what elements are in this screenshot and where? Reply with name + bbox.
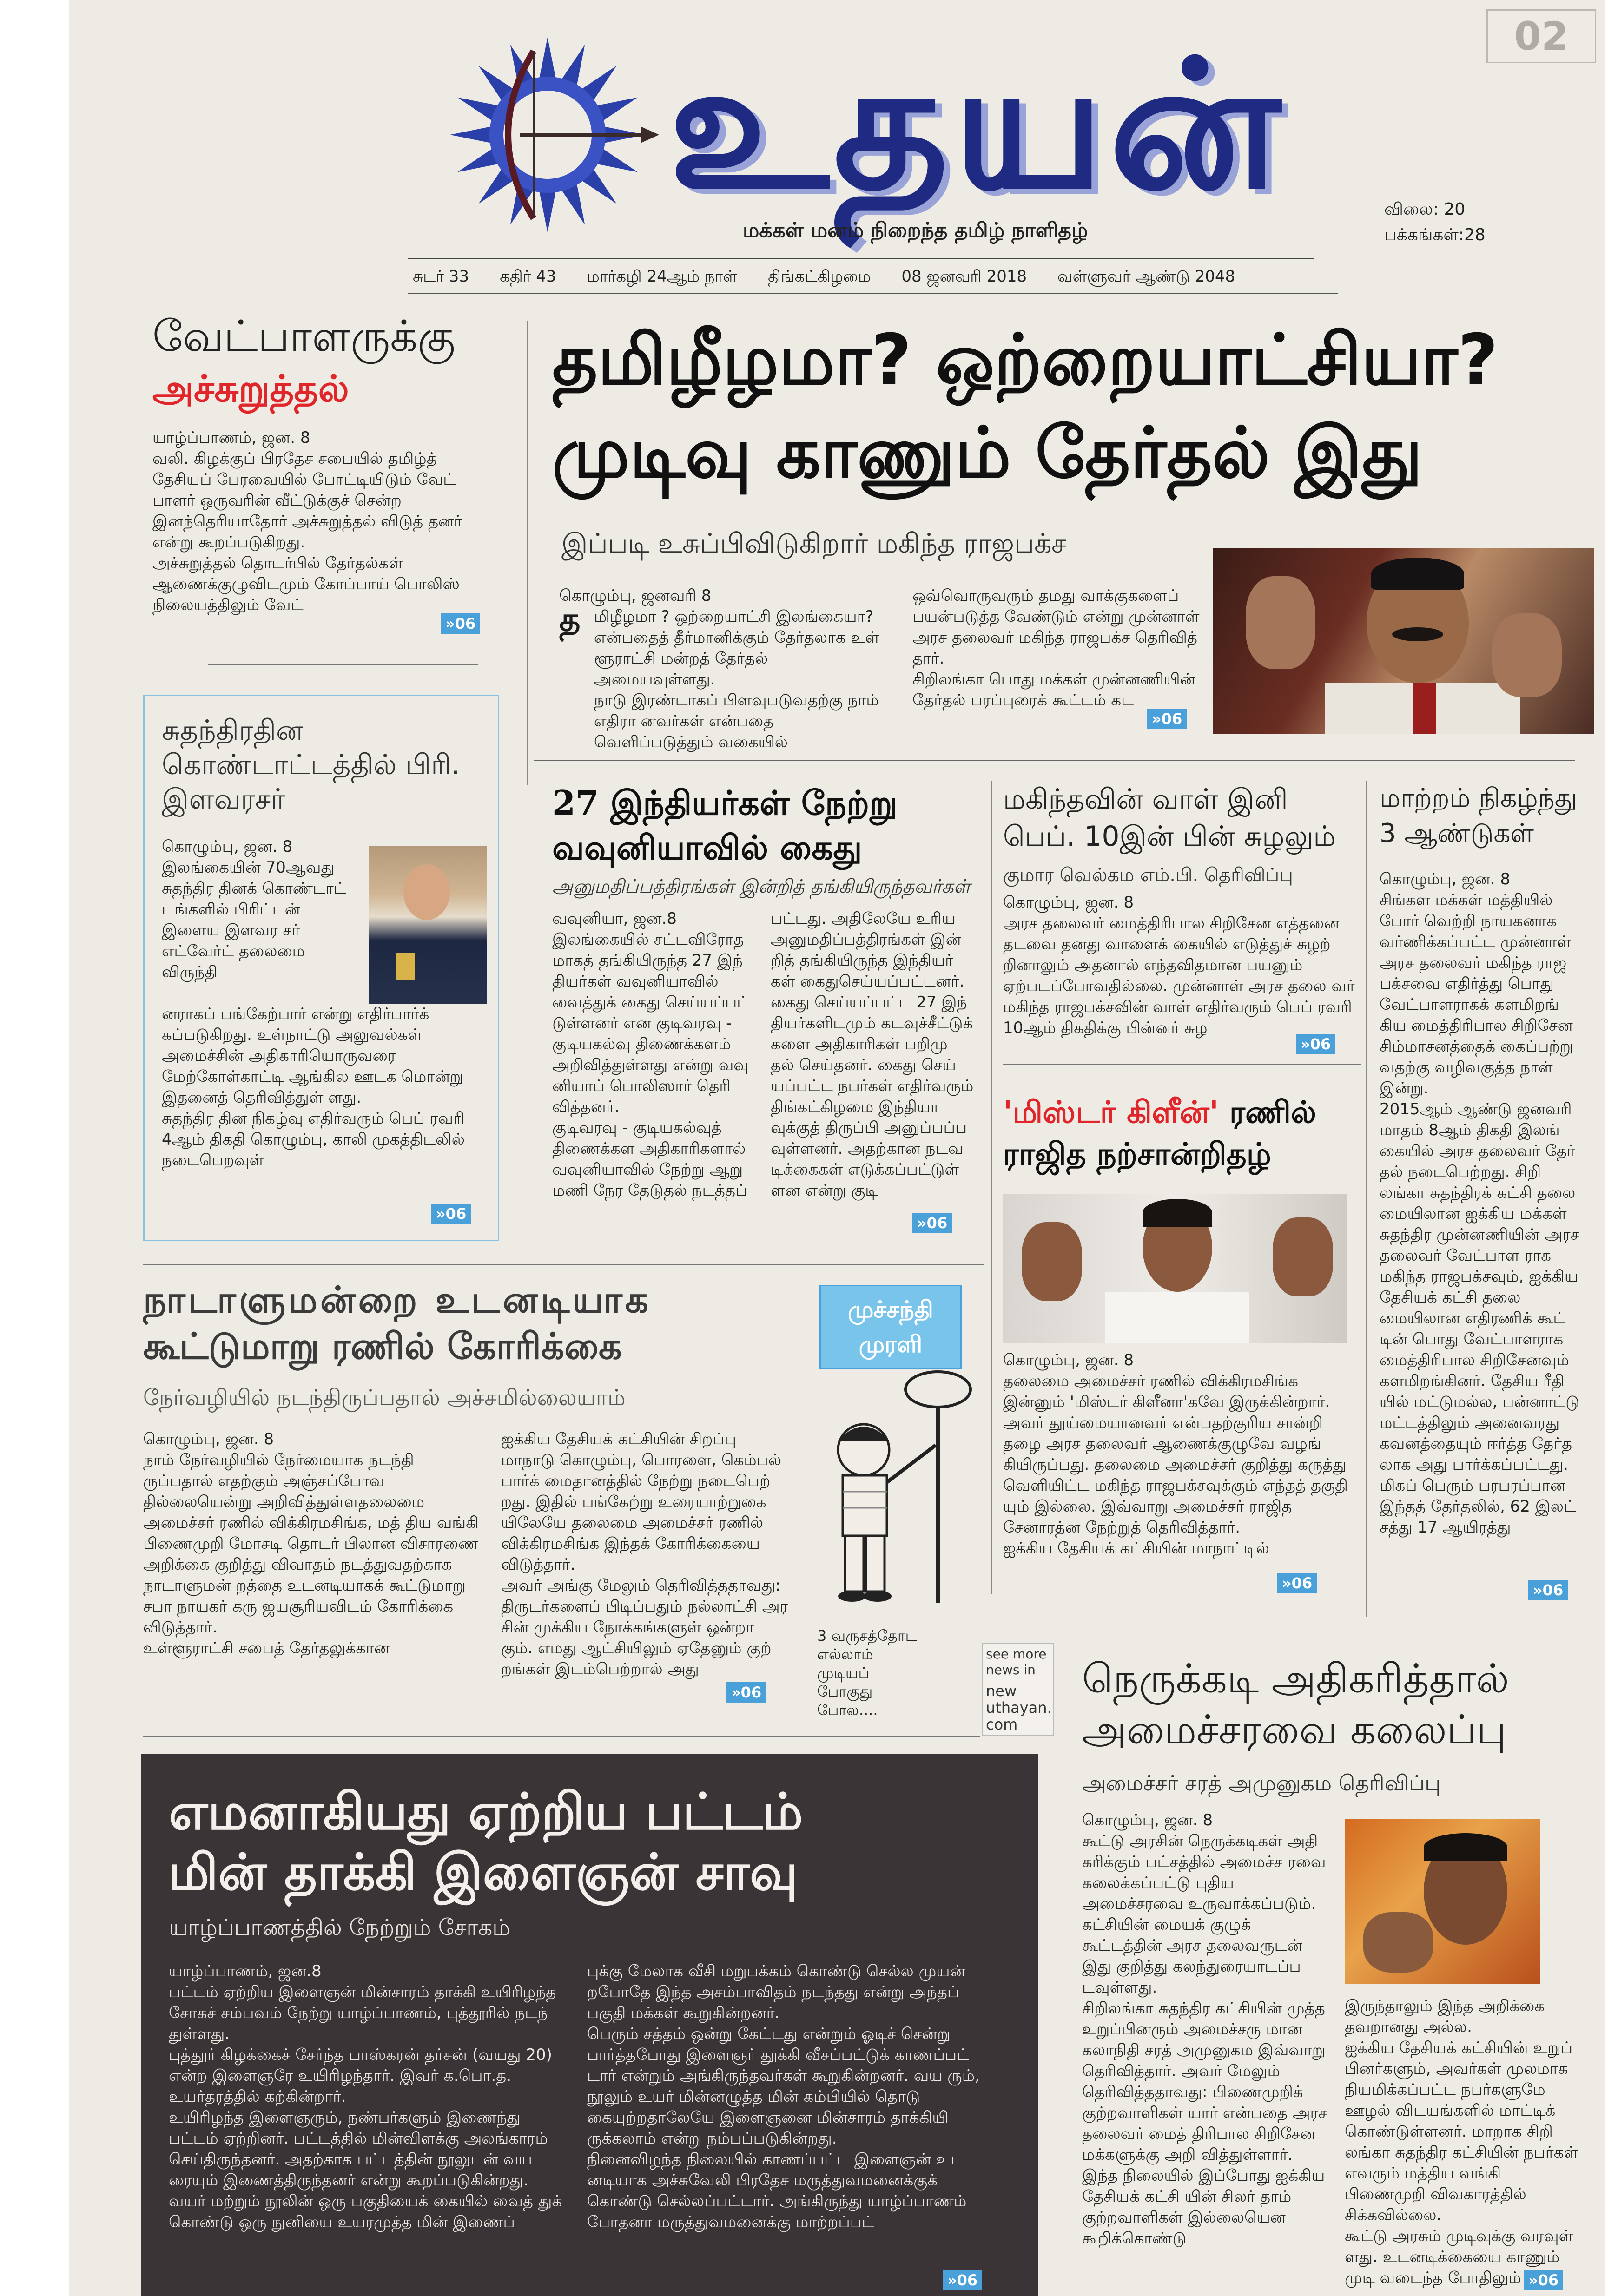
cabinet-col1: கூட்டு அரசின் நெருக்கடிகள் அதி கரிக்கும் பட்சத்தில் அமைச்ச ரவை கலைக்கப்பட்டு புதிய அமைச்சரவை உருவாக்கப்படும். கட்சியின் மையக் குழுக் கூட்டத்தின் அரச தலைவருடன் இது குறித்து கலந்துரையாடப்ப டவுள்ளது. சிறிலங்கா சுதந்திர கட்சியின் முத்த உறுப்பினரும் அமைச்சரு மான கலாநிதி சரத் அமுனுகம இவ்வாறு தெரிவித்தார். அவர் மேலும் தெரிவித்ததாவது: பிணைமுறிக் குற்றவாளிகள் யார் என்பதை அரச தலைவர் மைத் திரிபால சிறிசேன மக்களுக்கு அறி வித்துள்ளார். இந்த நிலையில் இப்போது ஐக்கிய தேசியக் கட்சி யின் சிலர் தாம் குற்றவாளிகள் இல்லையென கூறிக்கொண்டு — [1082, 1832, 1327, 2248]
lead-headline-line2: முடிவு காணும் தேர்தல் இது — [552, 413, 1423, 493]
sword-story-subhead: குமார வெல்கம எம்.பி. தெரிவிப்பு — [1003, 864, 1293, 886]
left-story-body: வலி. கிழக்குப் பிரதேச சபையில் தமிழ்த் தேசியப் பேரவையில் போட்டியிடும் வேட் பாளர் ஒருவரின் வீட்டுக்குச் சென்ற இனந்தெரியாதோர் அச்சுறுத்தல் விடுத் தனர் என்று கூறப்படுகிறது. அச்சுறுத்தல் தொடர்பில் தேர்தல்கள் ஆணைக்குழுவிடமும் கோப்பாய் பொலிஸ் நிலையத்திலும் வேட் — [152, 449, 462, 614]
green-story-quote: 'மிஸ்டர் கிளீன்' — [1003, 1094, 1219, 1130]
issue-tamil-date: மார்கழி 24ஆம் நாள் — [587, 267, 738, 286]
see-more-site[interactable]: new uthayan. com — [986, 1682, 1052, 1733]
parliament-dateline: கொழும்பு, ஜன. 8 — [143, 1430, 274, 1448]
mahinda-mustache — [1392, 627, 1443, 641]
kite-continue[interactable]: »06 — [943, 2270, 982, 2290]
indians-story-head: 27 இந்தியர்கள் நேற்று வவுனியாவில் கைது — [552, 783, 898, 867]
masthead-rule — [408, 258, 1314, 259]
prince-medals — [396, 953, 415, 980]
sarath-amunugama-photo — [1345, 1819, 1540, 1984]
sword-story-head: மகிந்தவின் வாள் இனி பெப். 10இன் பின் சுழலும் — [1003, 783, 1336, 853]
rajitha-senaratne-photo — [1003, 1194, 1347, 1343]
issue-number: கதிர் 43 — [500, 267, 556, 286]
mahinda-shawl — [1413, 683, 1436, 734]
issue-line — [413, 267, 1342, 288]
parliament-continue[interactable]: »06 — [726, 1682, 766, 1703]
green-story-head-line1 — [1003, 1092, 1316, 1133]
newspaper-page — [69, 0, 1605, 2296]
page-count-label: பக்கங்கள்:28 — [1384, 225, 1486, 244]
left-story-rule — [208, 664, 478, 665]
royal-story-body: னராகப் பங்கேற்பார் என்று எதிர்பார்க் கப்படுகிறது. உள்நாட்டு அலுவல்கள் அமைச்சின் அதிகாரியொருவரை மேற்கோள்காட்டி ஆங்கில ஊடக மொன்று இதனைத் தெரிவித்துள் ளது. சுதந்திர தின நிகழ்வு எதிர்வரும் பெப் ரவரி 4ஆம் திகதி கொழும்பு, காலி முகத்திடலில் நடைபெறவுள் — [162, 1005, 465, 1170]
parliament-col1: நாம் நேர்வழியில் நேர்மையாக நடந்தி ருப்பதால் எதற்கும் அஞ்சப்போவ தில்லையென்று அறிவித்துள்ளதலைமை அமைச்சர் ரணில் விக்கிரமசிங்க, மத் திய வங்கி பிணைமுறி மோசடி தொடர் பிலான விசாரணை அறிக்கை குறித்து விவாதம் நடத்துவதற்காக நாடாளுமன் றத்தை உடனடியாகக் கூட்டுமாறு சபா நாயகர் கரு ஜயசூரியவிடம் கோரிக்கை விடுத்தார். உள்ளூராட்சி சபைத் தேர்தலுக்கான — [143, 1451, 479, 1658]
rajitha-hand-right — [1273, 1217, 1333, 1296]
masthead-tagline: மக்கள் மனம் நிறைந்த தமிழ் நாளிதழ் — [743, 218, 1088, 242]
lead-subhead: இப்படி உசுப்பிவிடுகிறார் மகிந்த ராஜபக்ச — [561, 527, 1067, 559]
green-story-body: தலைமை அமைச்சர் ரணில் விக்கிரமசிங்க இன்னும் 'மிஸ்டர் கிளீனா'கவே இருக்கின்றார். அவர் தூய்மையானவர் என்பதற்குரிய சான்றி தழை அரச தலைவர் ஆணைக்குழுவே வழங் கியிருப்பது. தலைமை அமைச்சர் குறித்து கருத்து வெளியிட்ட மகிந்த ராஜபக்சவுக்கும் எந்தத் தகுதி யும் இல்லை. இவ்வாறு அமைச்சர் ராஜித சேனாரத்ன நேற்றுத் தெரிவித்தார். ஐக்கிய தேசியக் கட்சியின் மாநாட்டில் — [1003, 1372, 1348, 1558]
masthead-bottom-rule — [408, 293, 1338, 294]
cartoon-drawing-icon — [803, 1371, 989, 1612]
sarath-hand — [1363, 1912, 1433, 1973]
three-years-left-rule — [1366, 781, 1367, 1617]
lead-col2: ஒவ்வொருவரும் தமது வாக்குகளைப் பயன்படுத்த வேண்டும் என்று முன்னாள் அரச தலைவர் மகிந்த ராஜபக்ச தெரிவித் தார். சிறிலங்கா பொது மக்கள் முன்னணியின் தேர்தல் பரப்புரைக் கூட்டம் கட — [912, 586, 1200, 710]
three-years-head: மாற்றம் நிகழ்ந்து 3 ஆண்டுகள் — [1380, 783, 1578, 849]
mahinda-hair — [1371, 558, 1464, 590]
kite-head-line2: மின் தாக்கி இளைஞன் சாவு — [169, 1843, 798, 1901]
left-story-head1: வேட்பாளருக்கு — [152, 311, 456, 361]
cartoon-title-box — [819, 1285, 962, 1369]
mahinda-rajapaksa-photo — [1213, 548, 1594, 734]
mahinda-hand-right — [1492, 613, 1562, 697]
parliament-head-line2: கூட்டுமாறு ரணில் கோரிக்கை — [143, 1326, 622, 1368]
see-more-box[interactable] — [982, 1643, 1054, 1736]
cabinet-dateline: கொழும்பு, ஜன. 8 — [1082, 1811, 1213, 1829]
lead-headline-line1: தமிழீழமா? ஒற்றையாட்சியா? — [552, 320, 1499, 401]
green-story-continue[interactable]: »06 — [1277, 1573, 1317, 1593]
lead-bottom-rule — [534, 760, 1575, 761]
indians-story-dateline: வவுனியா, ஜன.8 — [552, 909, 677, 928]
parliament-col2: ஐக்கிய தேசியக் கட்சியின் சிறப்பு மாநாடு கொழும்பு, பொரளை, கெம்பல் பார்க் மைதானத்தில் நேற்று நடைபெற் றது. இதில் பங்கேற்று உரையாற்றுகை யிலேயே தலைமை அமைச்சர் ரணில் விக்கிரமசிங்க இந்தக் கோரிக்கையை விடுத்தார். அவர் அங்கு மேலும் தெரிவித்ததாவது: திருடர்களைப் பிடிப்பதும் நல்லாட்சி அர சின் முக்கிய நோக்கங்களுள் ஒன்றா கும். எமது ஆட்சியிலும் ஏதேனும் குற் றங்கள் இடம்பெற்றால் அது — [501, 1430, 788, 1678]
indians-right-rule — [991, 781, 992, 1594]
masthead-title: உதயன் — [668, 26, 1285, 224]
issue-date: 08 ஜனவரி 2018 — [901, 267, 1027, 286]
green-story-head-line2: ராஜித நற்சான்றிதழ் — [1003, 1136, 1271, 1172]
middle-rule — [143, 1264, 984, 1265]
lead-left-rule — [527, 321, 528, 785]
kite-col2: புக்கு மேலாக வீசி மறுபக்கம் கொண்டு செல்ல முயன் றபோதே இந்த அசம்பாவிதம் நடந்தது என்று அந்தப் பகுதி மக்கள் கூறுகின்றனர். பெரும் சத்தம் ஒன்று கேட்டது என்றும் ஓடிச் சென்று பார்த்தபோது இளைஞர் தூக்கி வீசப்பட்டுக் காணப்பட் டார் என்றும் அங்கிருந்தவர்கள் கூறுகின்றனர். வய ரும், நூலும் உயர் மின்னழுத்த மின் கம்பியில் தொடு கையுற்றதாலேயே இளைஞனை மின்சாரம் தாக்கியி ருக்கலாம் என்று நம்பப்படுகின்றது. நினைவிழந்த நிலையில் காணப்பட்ட இளைஞன் உட னடியாக அச்சுவேலி பிரதேச மருத்துவமனைக்குக் கொண்டு செல்லப்பட்டார். அங்கிருந்து யாழ்ப்பாணம் போதனா மருத்துவமனைக்கு மாற்றப்பட் — [587, 1962, 980, 2231]
page-corner-number: 02 — [1486, 9, 1596, 63]
see-more-text: see more news in — [986, 1646, 1047, 1678]
cabinet-col2: இருந்தாலும் இந்த அறிக்கை தவறானது அல்ல. ஐக்கிய தேசியக் கட்சியின் உறுப் பினர்களும், அவர்கள் முலமாக நியமிக்கப்பட்ட நபர்களுமே ஊழல் விடயங்களில் மாட்டிக் கொண்டுள்ளனர். மாறாக சிறி லங்கா சுதந்திர கட்சியின் நபர்கள் எவரும் மத்திய வங்கி பிணைமுறி விவகாரத்தில் சிக்கவில்லை. கூட்டு அரசும் முடிவுக்கு வரவுள் ளது. உடனடிக்கையை காணும் முடி வடைந்த போதிலும் — [1345, 1997, 1578, 2287]
kite-subhead: யாழ்ப்பாணத்தில் நேற்றும் சோகம் — [169, 1914, 510, 1941]
indians-story-subhead: அனுமதிப்பத்திரங்கள் இன்றித் தங்கியிருந்தவர்கள் — [552, 876, 971, 897]
left-story-continue[interactable]: »06 — [441, 613, 480, 634]
indians-story-continue[interactable]: »06 — [912, 1213, 952, 1233]
cabinet-head-line2: அமைச்சரவை கலைப்பு — [1082, 1707, 1506, 1753]
parliament-head-line1: நாடாளுமன்றை உடனடியாக — [143, 1279, 651, 1321]
rajitha-hand-left — [1022, 1222, 1082, 1301]
cartoon-title-line2: முரளி — [859, 1331, 923, 1358]
parliament-subhead: நேர்வழியில் நடந்திருப்பதால் அச்சமில்லையாம் — [143, 1385, 626, 1411]
mahinda-hand-left — [1246, 576, 1315, 669]
kite-head-line1: எமனாகியது ஏற்றிய பட்டம் — [169, 1783, 803, 1841]
lead-col1: மிழீழமா ? ஒற்றையாட்சி இலங்கையா? என்பதைத் தீர்மானிக்கும் தேர்தலாக உள் ளூராட்சி மன்றத் தேர்தல் அமையவுள்ளது. நாடு இரண்டாகப் பிளவுபடுவதற்கு நாம் எதிரா னவர்கள் என்பதை வெளிப்படுத்தும் வகையில் — [594, 607, 879, 751]
cabinet-continue[interactable]: »06 — [1524, 2270, 1563, 2290]
cabinet-head-line1: நெருக்கடி அதிகரித்தால் — [1082, 1656, 1509, 1702]
cabinet-subhead: அமைச்சர் சரத் அமுனுகம தெரிவிப்பு — [1082, 1770, 1441, 1796]
indians-story-col1: இலங்கையில் சட்டவிரோத மாகத் தங்கியிருந்த 27 இந் தியர்கள் வவுனியாவில் வைத்துக் கைது செய்யப்பட் டுள்ளனர் என குடிவரவு - குடியகல்வு திணைக்களம் அறிவித்துள்ளது என்று வவு னியாப் பொலிஸார் தெரி வித்தனர். குடிவரவு - குடியகல்வுத் திணைக்கள அதிகாரிகளால் வவுனியாவில் நேற்று ஆறு மணி நேர தேடுதல் நடத்தப் — [552, 930, 750, 1200]
price-label: விலை: 20 — [1384, 200, 1466, 219]
sword-bottom-rule — [1003, 1064, 1361, 1065]
kite-dateline: யாழ்ப்பாணம், ஜன.8 — [169, 1962, 322, 1980]
indians-story-col2: பட்டது. அதிலேயே உரிய அனுமதிப்பத்திரங்கள் இன் றித் தங்கியிருந்த இந்தியர் கள் கைதுசெய்யப்பட்டனர். கைது செய்யப்பட்ட 27 இந் தியர்களிடமும் கடவுச்சீட்டுக் களை அதிகாரிகள் பறிமு தல் செய்தனர். கைது செய் யப்பட்ட நபர்கள் எதிர்வரும் திங்கட்கிழமை இந்தியா வுக்குத் திருப்பி அனுப்பப்ப வுள்ளனர். அதற்கான நடவ டிக்கைகள் எடுக்கப்பட்டுள் ளன என்று குடி — [771, 909, 974, 1200]
royal-story-dateline: கொழும்பு, ஜன. 8 — [162, 837, 293, 856]
three-years-dateline: கொழும்பு, ஜன. 8 — [1380, 870, 1511, 888]
kite-col1: பட்டம் ஏற்றிய இளைஞன் மின்சாரம் தாக்கி உயிரிழந்த சோகச் சம்பவம் நேற்று யாழ்ப்பாணம், புத்தூரில் நடந் துள்ளது. புத்தூர் கிழக்கைச் சேர்ந்த பாஸ்கரன் தர்சன் (வயது 20) என்ற இளைஞரே உயிரிழந்தார். இவர் க.பொ.த. உயர்தரத்தில் கற்கின்றார். உயிரிழந்த இளைஞரும், நண்பர்களும் இணைந்து பட்டம் ஏற்றினர். பட்டத்தில் மின்விளக்கு அலங்காரம் செய்திருந்தனர். அதற்காக பட்டத்தின் நூலுடன் வய ரையும் இணைத்திருந்தனர் என்று கூறப்படுகின்றது. வயர் மற்றும் நூலின் ஒரு பகுதியைக் கையில் வைத் துக் கொண்டு ஒரு நுனியை உயரமுத்த மின் இணைப் — [169, 1983, 562, 2231]
three-years-body: சிங்கள மக்கள் மத்தியில் போர் வெற்றி நாயகனாக வர்ணிக்கப்பட்ட முன்னாள் அரச தலைவர் மகிந்த ராஜ பக்சவை எதிர்த்து பொது வேட்பாளராகக் களமிறங் கிய மைத்திரிபால சிறிசேன சிம்மாசனத்தைக் கைப்பற்று வதற்கு வழிவகுத்த நாள் இன்று. 2015ஆம் ஆண்டு ஜனவரி மாதம் 8ஆம் திகதி இலங் கையில் அரச தலைவர் தேர் தல் நடைபெற்றது. சிறி லங்கா சுதந்திரக் கட்சி தலை மையிலான ஐக்கிய மக்கள் சுதந்திர முன்னணியின் அரச தலைவர் வேட்பாள ராக மகிந்த ராஜபக்சவும், ஐக்கிய தேசியக் கட்சி தலை மையிலான எதிரணிக் கூட் டின் பொது வேட்பாளராக மைத்திரிபால சிறிசேனவும் களமிறங்கினர். தேசிய ரீதி யில் மட்டுமல்ல, பன்னாட்டு மட்டத்திலும் அனைவரது கவனத்தையும் ஈர்த்த தேர்த லாக அது பார்க்கப்பட்டது. மிகப் பெரும் பரபரப்பான இந்தத் தேர்தலில், 62 இலட் சத்து 17 ஆயிரத்து — [1380, 891, 1580, 1537]
sword-story-continue[interactable]: »06 — [1296, 1034, 1335, 1054]
sword-story-body: அரச தலைவர் மைத்திரிபால சிறிசேன எத்தனை தடவை தனது வாளைக் கையில் எடுத்துச் சுழற் றினாலும் அதனால் எந்தவிதமான பயனும் ஏற்படப்போவதில்லை. முன்னாள் அரச தலை வர் மகிந்த ராஜபக்சவின் வாள் எதிர்வரும் பெப் ரவரி 10ஆம் திகதிக்கு பின்னர் சுழ — [1003, 914, 1355, 1037]
prince-face — [403, 864, 450, 920]
lead-dateline: கொழும்பு, ஜனவரி 8 — [559, 586, 712, 605]
issue-year: வள்ளுவர் ஆண்டு 2048 — [1057, 267, 1235, 286]
rajitha-shirt — [1105, 1292, 1249, 1343]
left-story-head2: அச்சுறுத்தல் — [152, 367, 349, 410]
issue-weekday: திங்கட்கிழமை — [768, 267, 871, 286]
royal-story-head: சுதந்திரதின கொண்டாட்டத்தில் பிரி. இளவரசர் — [162, 714, 460, 816]
cartoon-caption: 3 வருசத்தோட எல்லாம் முடியப் போகுது போல.... — [817, 1627, 918, 1719]
cartoon-title-line1: முச்சந்தி — [848, 1296, 933, 1323]
green-story-head-rest: ரணில் — [1218, 1094, 1316, 1130]
left-story-dateline: யாழ்ப்பாணம், ஜன. 8 — [152, 428, 310, 447]
rajitha-hair — [1143, 1199, 1212, 1227]
royal-story-continue[interactable]: »06 — [431, 1204, 471, 1224]
sun-bow-logo-icon — [436, 28, 659, 242]
three-years-continue[interactable]: »06 — [1528, 1580, 1568, 1600]
lead-continue[interactable]: »06 — [1147, 709, 1187, 729]
royal-story-body-top: இலங்கையின் 70ஆவது சுதந்திர தினக் கொண்டாட் டங்களில் பிரிட்டன் இளைய இளவர சர் எட்வேர்ட் தலைமை விருந்தி — [162, 858, 346, 981]
sarath-hair — [1424, 1833, 1507, 1861]
lead-drop-cap: த — [559, 600, 581, 638]
sword-story-dateline: கொழும்பு, ஜன. 8 — [1003, 893, 1134, 912]
prince-edward-photo — [369, 846, 487, 1004]
green-story-dateline: கொழும்பு, ஜன. 8 — [1003, 1351, 1134, 1369]
lower-rule — [143, 1736, 980, 1737]
issue-volume: சுடர் 33 — [413, 267, 469, 286]
